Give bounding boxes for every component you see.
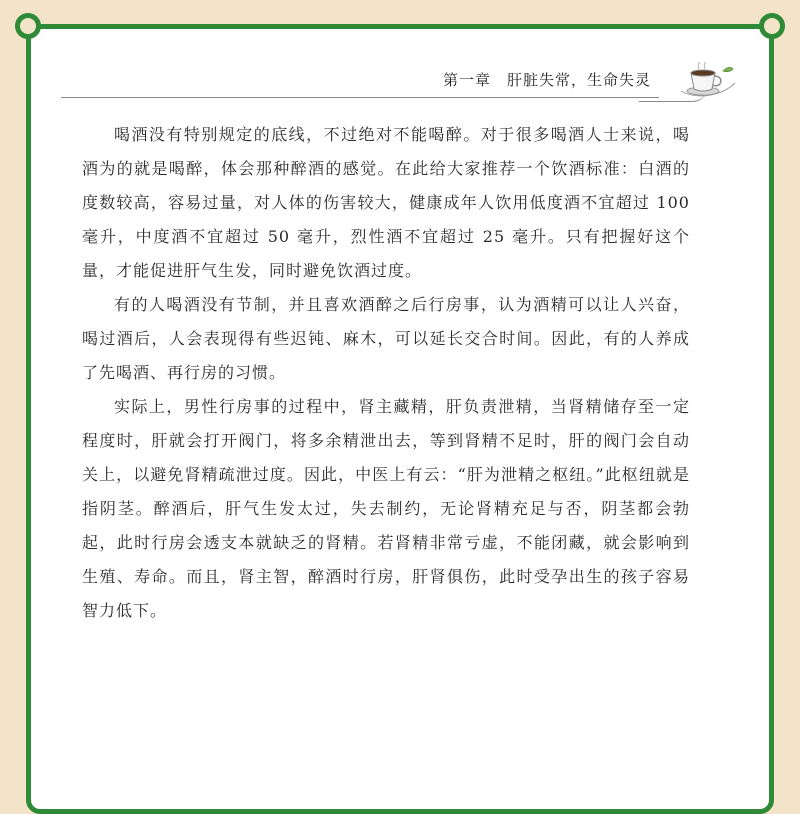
running-header	[31, 63, 769, 103]
chapter-title: 第一章 肝脏失常，生命失灵	[442, 71, 651, 89]
coffee-cup-icon	[675, 61, 739, 101]
paragraph: 喝酒没有特别规定的底线，不过绝对不能喝醉。对于很多喝酒人士来说，喝酒为的就是喝醉，体会那种醉酒的感觉。在此给大家推荐一个饮酒标准：白酒的度数较高，容易过量，对人体的伤害较大，健康成年人饮用低度酒不宜超过 100 毫升，中度酒不宜超过 50 毫升，烈性酒不宜超过 25 毫升。只有把握好这个量，才能促进肝气生发，同时避免饮酒过度。	[82, 125, 690, 280]
body-text	[82, 118, 690, 628]
paragraph: 实际上，男性行房事的过程中，肾主藏精，肝负责泄精，当肾精储存至一定程度时，肝就会打开阀门，将多余精泄出去，等到肾精不足时，肝的阀门会自动关上，以避免肾精疏泄过度。因此，中医上有云：“肝为泄精之枢纽。”此枢纽就是指阴茎。醉酒后，肝气生发太过，失去制约，无论肾精充足与否，阴茎都会勃起，此时行房会透支本就缺乏的肾精。若肾精非常亏虚，不能闭藏，就会影响到生殖、寿命。而且，肾主智，醉酒时行房，肝肾俱伤，此时受孕出生的孩子容易智力低下。	[82, 397, 690, 620]
header-rule	[61, 97, 659, 98]
paragraph: 有的人喝酒没有节制，并且喜欢酒醉之后行房事，认为酒精可以让人兴奋，喝过酒后，人会表现得有些迟钝、麻木，可以延长交合时间。因此，有的人养成了先喝酒、再行房的习惯。	[82, 295, 690, 382]
frame-corner-ornament	[15, 13, 41, 39]
frame-corner-ornament	[759, 13, 785, 39]
